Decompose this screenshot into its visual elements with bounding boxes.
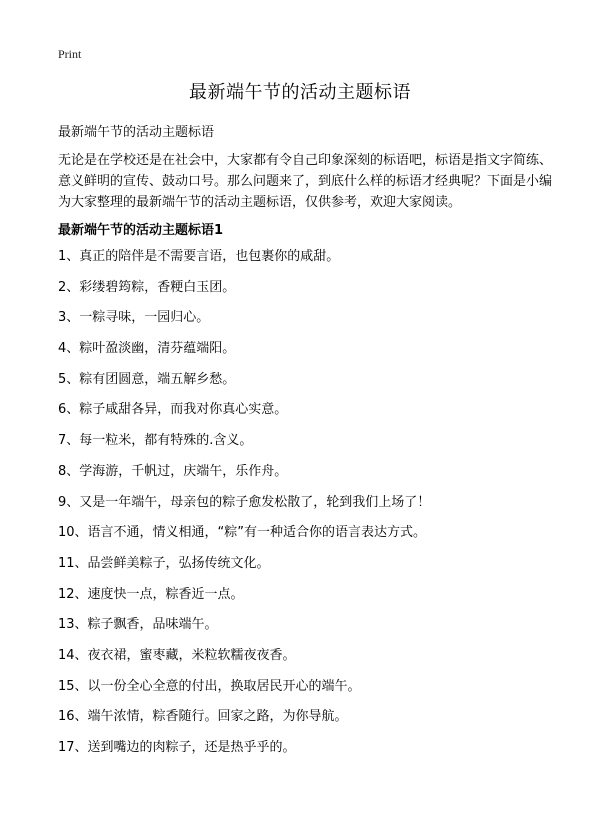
slogan-item: 4、粽叶盈淡幽，清芬蕴端阳。 <box>58 341 236 357</box>
slogan-item: 16、端午浓情，粽香随行。回家之路，为你导航。 <box>58 709 348 725</box>
slogan-item: 7、每一粒米，都有特殊的.含义。 <box>58 433 253 449</box>
document-subtitle: 最新端午节的活动主题标语 <box>58 125 215 140</box>
section-heading: 最新端午节的活动主题标语1 <box>58 223 224 238</box>
slogan-item: 1、真正的陪伴是不需要言语，也包裹你的咸甜。 <box>58 249 340 264</box>
slogan-list <box>58 249 558 771</box>
slogan-item: 12、速度快一点，粽香近一点。 <box>58 586 244 602</box>
slogan-item: 2、彩缕碧筠粽，香粳白玉团。 <box>58 279 236 295</box>
slogan-item: 8、学海游，千帆过，庆端午，乐作舟。 <box>58 463 288 479</box>
page-title: 最新端午节的活动主题标语 <box>189 82 411 103</box>
slogan-item: 11、品尝鲜美粽子，弘扬传统文化。 <box>58 555 270 571</box>
slogan-item: 5、粽有团圆意，端五解乡愁。 <box>58 371 236 387</box>
slogan-item: 17、送到嘴边的肉粽子，还是热乎乎的。 <box>58 740 296 755</box>
print-link[interactable]: Print <box>58 47 82 61</box>
slogan-item: 6、粽子咸甜各异，而我对你真心实意。 <box>58 402 288 418</box>
slogan-item: 14、夜衣裙，蜜枣藏，米粒软糯夜夜香。 <box>58 647 296 663</box>
slogan-item: 15、以一份全心全意的付出，换取居民开心的端午。 <box>58 678 361 694</box>
slogan-item: 13、粽子飘香，品味端午。 <box>58 617 218 633</box>
intro-paragraph: 无论是在学校还是在社会中，大家都有令自己印象深刻的标语吧，标语是指文字简练、意义鲜明的宣传、鼓动口号。那么问题来了，到底什么样的标语才经典呢？下面是小编为大家整理的最新端午节的活动主题标语，仅供参考，欢迎大家阅读。 <box>58 153 553 210</box>
slogan-item: 9、又是一年端午，母亲包的粽子愈发松散了，轮到我们上场了！ <box>58 494 431 510</box>
slogan-item: 10、语言不通，情义相通，“粽”有一种适合你的语言表达方式。 <box>58 525 427 541</box>
slogan-item: 3、一粽寻味，一园归心。 <box>58 310 210 326</box>
